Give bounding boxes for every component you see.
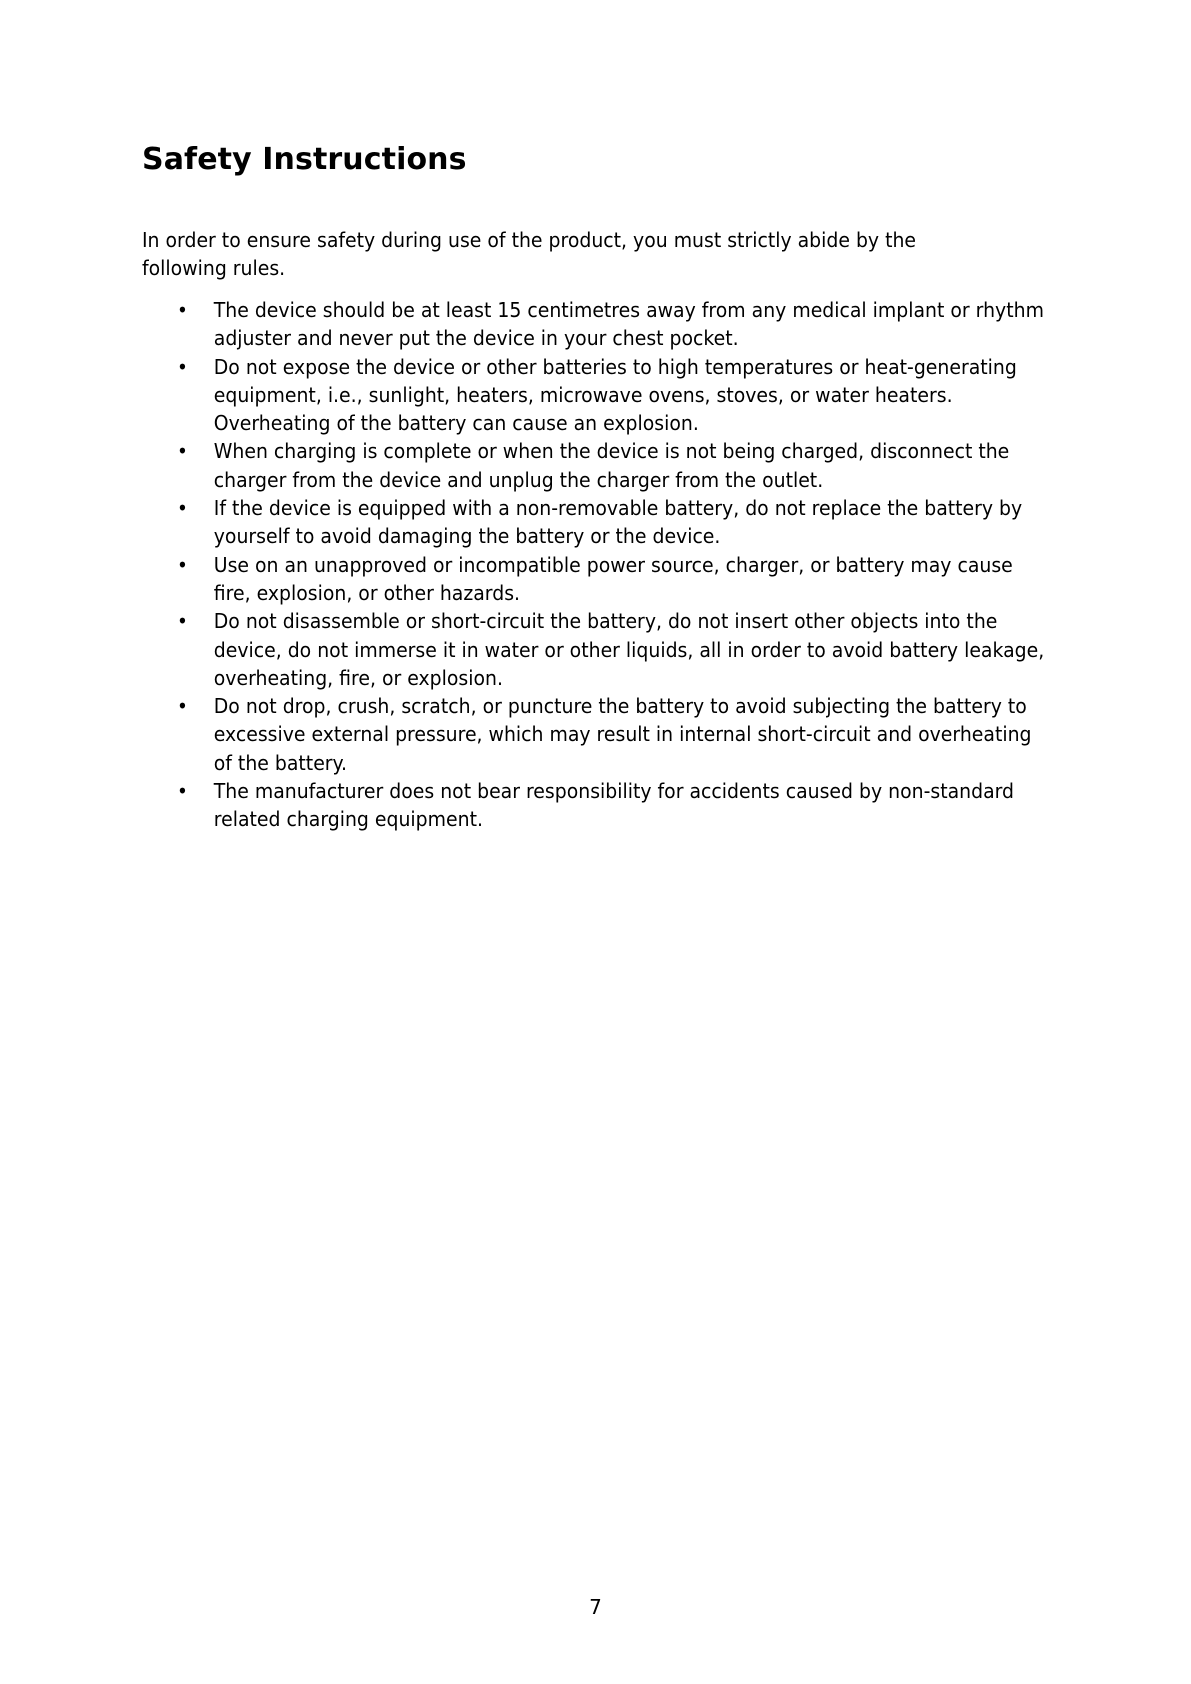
- page-number: 7: [589, 1595, 602, 1619]
- bullet-icon: •: [176, 298, 188, 322]
- rule-text: Do not expose the device or other batteries to high temperatures or heat-generating equipment, i.e., sunlight, heaters, microwave ovens, stoves, or water heaters. Overheating of the battery can cause an explosion.: [213, 354, 1017, 436]
- intro-paragraph: In order to ensure safety during use of the product, you must strictly abide by the following rules.: [142, 228, 917, 280]
- bullet-icon: •: [176, 609, 188, 634]
- rule-text: When charging is complete or when the device is not being charged, disconnect the charger from the device and unplug the charger from the outlet.: [213, 439, 1010, 492]
- list-item: [142, 353, 1053, 438]
- list-item: [142, 777, 1053, 834]
- rule-text: Do not disassemble or short-circuit the battery, do not insert other objects into the device, do not immerse it in water or other liquids, all in order to avoid battery leakage, overheating, fire, or explosion.: [213, 609, 1045, 690]
- bullet-icon: •: [176, 354, 188, 379]
- safety-rules-list: [142, 296, 1053, 834]
- page-title: Safety Instructions: [142, 142, 467, 177]
- rule-text: Do not drop, crush, scratch, or puncture the battery to avoid subjecting the battery to excessive external pressure, which may result in internal short-circuit and overheating of the battery.: [213, 694, 1032, 775]
- bullet-icon: •: [176, 496, 188, 521]
- rule-text: If the device is equipped with a non-removable battery, do not replace the battery by yourself to avoid damaging the battery or the device.: [213, 496, 1023, 549]
- list-item: [142, 607, 1053, 692]
- list-item: [142, 692, 1053, 777]
- bullet-icon: •: [176, 439, 188, 464]
- bullet-icon: •: [176, 779, 188, 804]
- rule-text: The device should be at least 15 centimetres away from any medical implant or rhythm adjuster and never put the device in your chest pocket.: [213, 298, 1044, 351]
- bullet-icon: •: [176, 694, 188, 719]
- list-item: [142, 551, 1053, 608]
- list-item: [142, 296, 1053, 353]
- list-item: [142, 494, 1053, 551]
- list-item: [142, 437, 1053, 494]
- rule-text: The manufacturer does not bear responsibility for accidents caused by non-standard related charging equipment.: [213, 779, 1015, 832]
- rule-text: Use on an unapproved or incompatible power source, charger, or battery may cause fire, explosion, or other hazards.: [213, 552, 1013, 605]
- bullet-icon: •: [176, 552, 188, 577]
